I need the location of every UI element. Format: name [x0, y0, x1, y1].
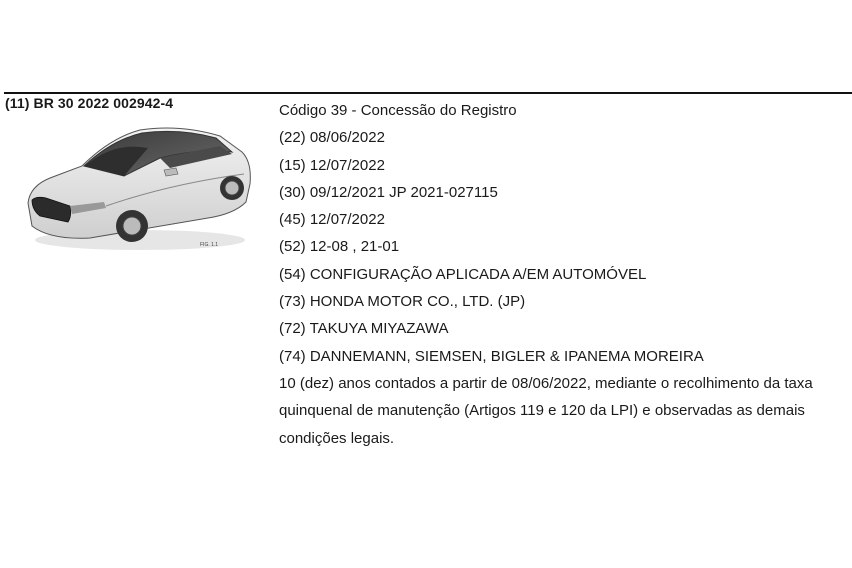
field-line: (30) 09/12/2021 JP 2021-027115 [279, 183, 498, 201]
field-line: 10 (dez) anos contados a partir de 08/06/2022, mediante o recolhimento da taxa [279, 374, 813, 392]
field-line: (74) DANNEMANN, SIEMSEN, BIGLER & IPANEMA MOREIRA [279, 347, 704, 365]
car-drawing-icon [20, 118, 262, 258]
field-line: (73) HONDA MOTOR CO., LTD. (JP) [279, 293, 526, 311]
field-line: quinquenal de manutenção (Artigos 119 e 120 da LPI) e observadas as demais [279, 402, 805, 420]
field-line: (22) 08/06/2022 [279, 129, 385, 147]
field-line: (52) 12-08 , 21-01 [279, 238, 400, 256]
registration-fields [279, 97, 849, 452]
field-line: (45) 12/07/2022 [279, 211, 385, 229]
header-divider [4, 92, 852, 94]
field-line: (54) CONFIGURAÇÃO APLICADA A/EM AUTOMÓVEL [279, 265, 647, 283]
field-line: (15) 12/07/2022 [279, 156, 385, 174]
design-figure [20, 118, 262, 258]
registration-number: (11) BR 30 2022 002942-4 [5, 95, 174, 111]
field-line: (72) TAKUYA MIYAZAWA [279, 320, 449, 338]
figure-caption: FIG. 1.1 [200, 242, 219, 248]
field-line: condições legais. [279, 429, 395, 447]
field-line: Código 39 - Concessão do Registro [279, 102, 517, 119]
